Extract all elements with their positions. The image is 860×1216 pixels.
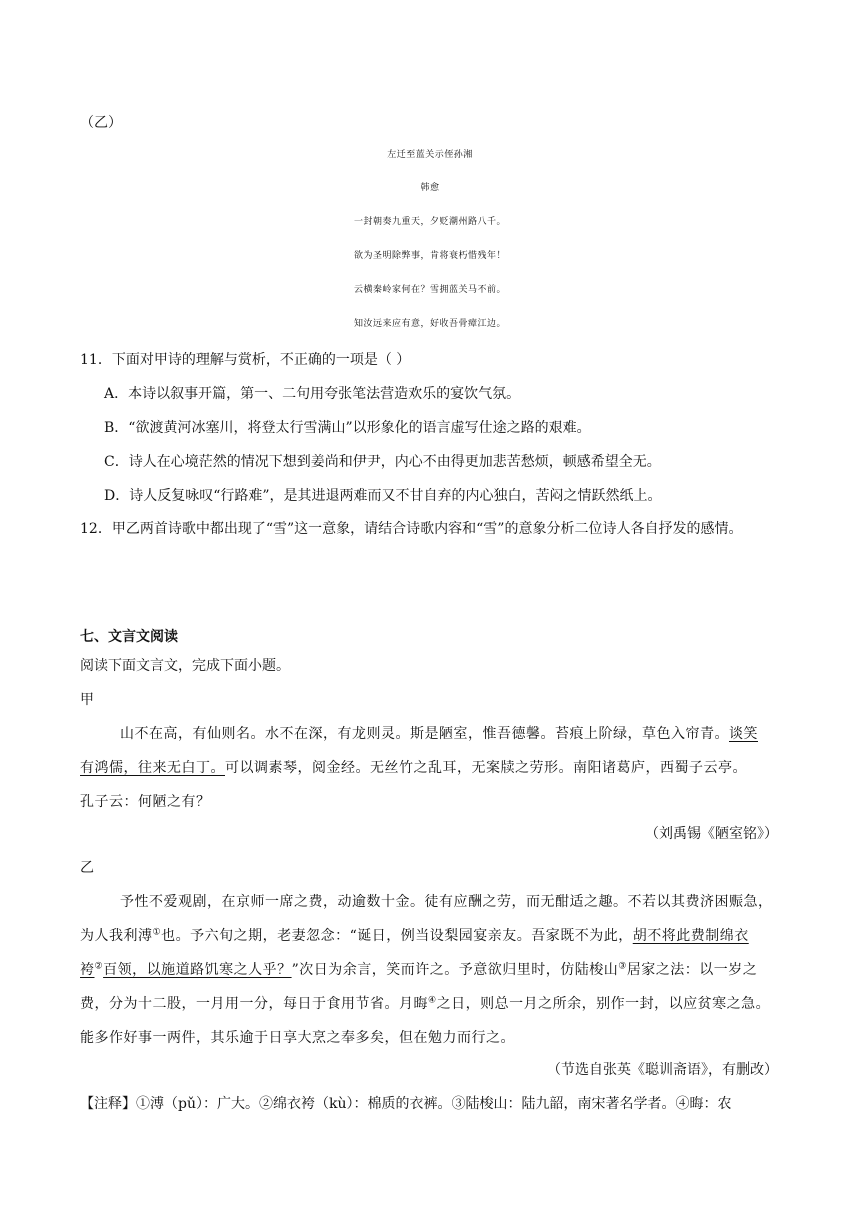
poem-line-3: 云横秦岭家何在？雪拥蓝关马不前。 [353,285,506,295]
poem-line-4: 知汝远来应有意，好收吾骨瘴江边。 [353,319,506,329]
passage-jia-line-2: 有鸿儒，往来无白丁。可以调素琴，阅金经。无丝竹之乱耳，无案牍之劳形。南阳诸葛庐，西蜀子云亭。 [80,760,747,776]
passage-yi-line-5: 能多作好事一两件，其乐逾于日享大烹之奉多矣，但在勉力而行之。 [80,1030,515,1046]
section-7-heading: 七、文言文阅读 [80,629,178,645]
question-11-option-c: C．诗人在心境茫然的情况下想到姜尚和伊尹，内心不由得更加悲苦愁烦，顿感希望全无。 [104,454,661,470]
section-7-instruction: 阅读下面文言文，完成下面小题。 [80,658,290,674]
question-11-stem: 11．下面对甲诗的理解与赏析，不正确的一项是（ ） [80,352,411,368]
passage-jia-line-3: 孔子云：何陋之有？ [80,794,211,810]
underlined-sentence-part: 百领，以施道路饥寒之人乎？ [103,962,292,978]
underlined-sentence-part: 有鸿儒，往来无白丁。 [80,760,225,776]
passage-yi-line-2: 为人我利溥①也。予六旬之期，老妻忽念：“诞日，例当设梨园宴亲友。吾家既不为此，胡不将此费制绵衣 [80,927,749,944]
underlined-sentence-part: 胡不将此费制绵衣 [632,928,749,944]
passage-jia-label: 甲 [80,692,94,708]
question-11-option-d: D．诗人反复咏叹“行路难”，是其进退两难而又不甘自弃的内心独白，苦闷之情跃然纸上。 [104,488,662,504]
passage-yi-label: 乙 [80,860,94,876]
section-label-yi: （乙） [80,115,122,131]
passage-yi-line-1: 予性不爱观剧，在京师一席之费，动逾数十金。徒有应酬之劳，而无酣适之趣。不若以其费济困赈急， [120,894,773,910]
passage-jia-source: （刘禹锡《陋室铭》） [645,826,778,842]
passage-yi-source: （节选自张英《聪训斋语》，有删改） [547,1062,778,1078]
question-11-option-b: B．“欲渡黄河冰塞川，将登太行雪满山”以形象化的语言虚写仕途之路的艰难。 [104,420,591,436]
question-12: 12．甲乙两首诗歌中都出现了“雪”这一意象，请结合诗歌内容和“雪”的意象分析二位诗人各自抒发的感情。 [80,521,743,537]
annotation-note: 【注释】①溥（pǔ）：广大。②绵衣袴（kù）：棉质的衣裤。③陆梭山：陆九韶，南宋著名学者。④晦：农 [80,1096,732,1112]
passage-yi-line-3: 袴②百领，以施道路饥寒之人乎？”次日为余言，笑而许之。予意欲归里时，仿陆梭山③居家之法：以一岁之 [80,961,758,978]
poem-author: 韩愈 [420,183,440,193]
passage-jia-line-1: 山不在高，有仙则名。水不在深，有龙则灵。斯是陋室，惟吾德馨。苔痕上阶绿，草色入帘青。谈笑 [120,726,758,742]
poem-line-1: 一封朝奏九重天，夕贬潮州路八千。 [353,217,506,227]
poem-line-2: 欲为圣明除弊事，肯将衰朽惜残年！ [353,251,506,261]
question-11-option-a: A．本诗以叙事开篇，第一、二句用夸张笔法营造欢乐的宴饮气氛。 [104,386,521,402]
poem-title: 左迁至蓝关示侄孙湘 [387,150,473,160]
underlined-sentence-part: 谈笑 [729,726,758,742]
passage-yi-line-4: 费，分为十二股，一月用一分，每日于食用节省。月晦④之日，则总一月之所余，别作一封，以应贫寒之急。 [80,995,771,1012]
